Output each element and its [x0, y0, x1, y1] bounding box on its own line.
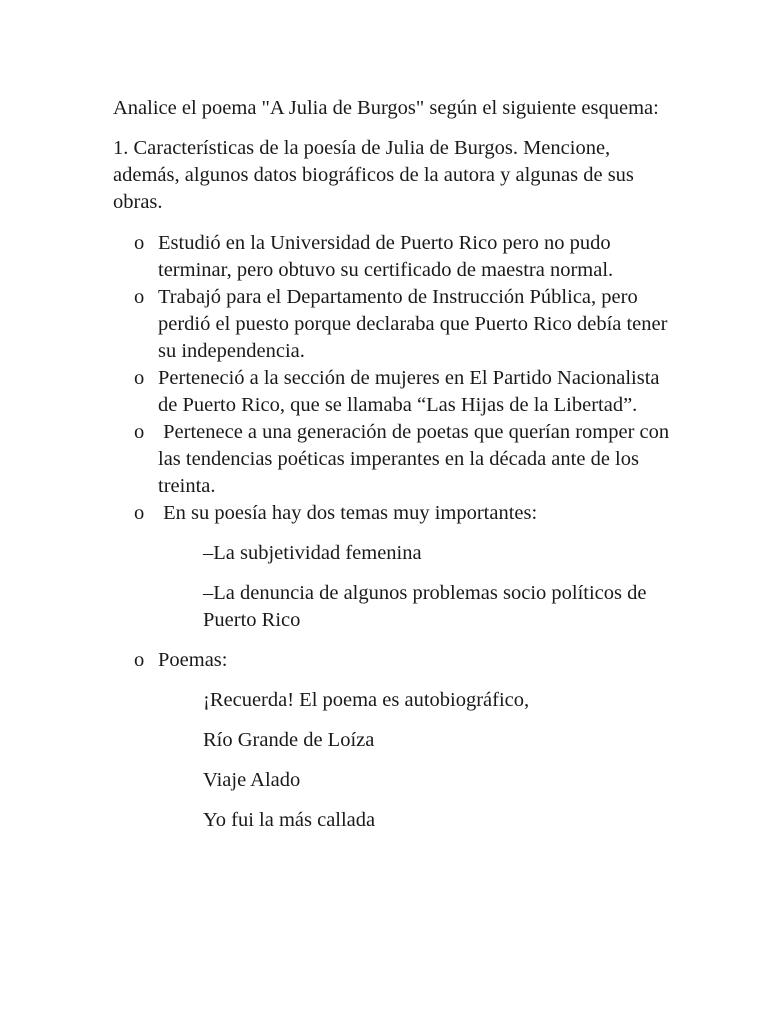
- poem-item: ¡Recuerda! El poema es autobiográfico,: [203, 689, 530, 711]
- list-item-text: Pertenece a una generación de poetas que querían romper con las tendencias poéticas imperantes en la década ante de los treinta.: [158, 421, 675, 497]
- bullet-icon: o: [134, 421, 145, 443]
- bullet-icon: o: [134, 232, 145, 254]
- document-page: [113, 95, 673, 834]
- list-item: [113, 365, 673, 419]
- list-item-text: Perteneció a la sección de mujeres en El Partido Nacionalista de Puerto Rico, que se llamaba “Las Hijas de la Libertad”.: [158, 367, 660, 416]
- themes-list: [113, 540, 673, 634]
- list-item-text: En su poesía hay dos temas muy importantes:: [158, 502, 538, 524]
- list-item-text: Trabajó para el Departamento de Instrucción Pública, pero perdió el puesto porque declaraba que Puerto Rico debía tener su independencia.: [158, 286, 668, 362]
- list-item: [113, 500, 673, 527]
- list-item-poemas: [113, 647, 673, 674]
- facts-list: [113, 230, 673, 527]
- bullet-icon: o: [134, 502, 145, 524]
- intro-text: Analice el poema "A Julia de Burgos" según el siguiente esquema:: [113, 97, 659, 119]
- question-1: 1. Características de la poesía de Julia de Burgos. Mencione, además, algunos datos biográficos de la autora y algunas de sus obras.: [113, 137, 634, 213]
- theme-item: –La subjetividad femenina: [203, 542, 422, 564]
- bullet-icon: o: [134, 286, 145, 308]
- poems-section: [113, 647, 673, 674]
- theme-item: –La denuncia de algunos problemas socio políticos de Puerto Rico: [203, 582, 647, 631]
- list-item: [113, 419, 673, 500]
- bullet-icon: o: [134, 649, 145, 671]
- poems-label: Poemas:: [158, 649, 228, 671]
- poem-item: Río Grande de Loíza: [203, 729, 375, 751]
- bullet-icon: o: [134, 367, 145, 389]
- list-item: [113, 284, 673, 365]
- list-item: [113, 230, 673, 284]
- poems-list: [113, 687, 673, 834]
- poem-item: Viaje Alado: [203, 769, 301, 791]
- list-item-text: Estudió en la Universidad de Puerto Rico pero no pudo terminar, pero obtuvo su certificado de maestra normal.: [158, 232, 614, 281]
- poem-item: Yo fui la más callada: [203, 809, 376, 831]
